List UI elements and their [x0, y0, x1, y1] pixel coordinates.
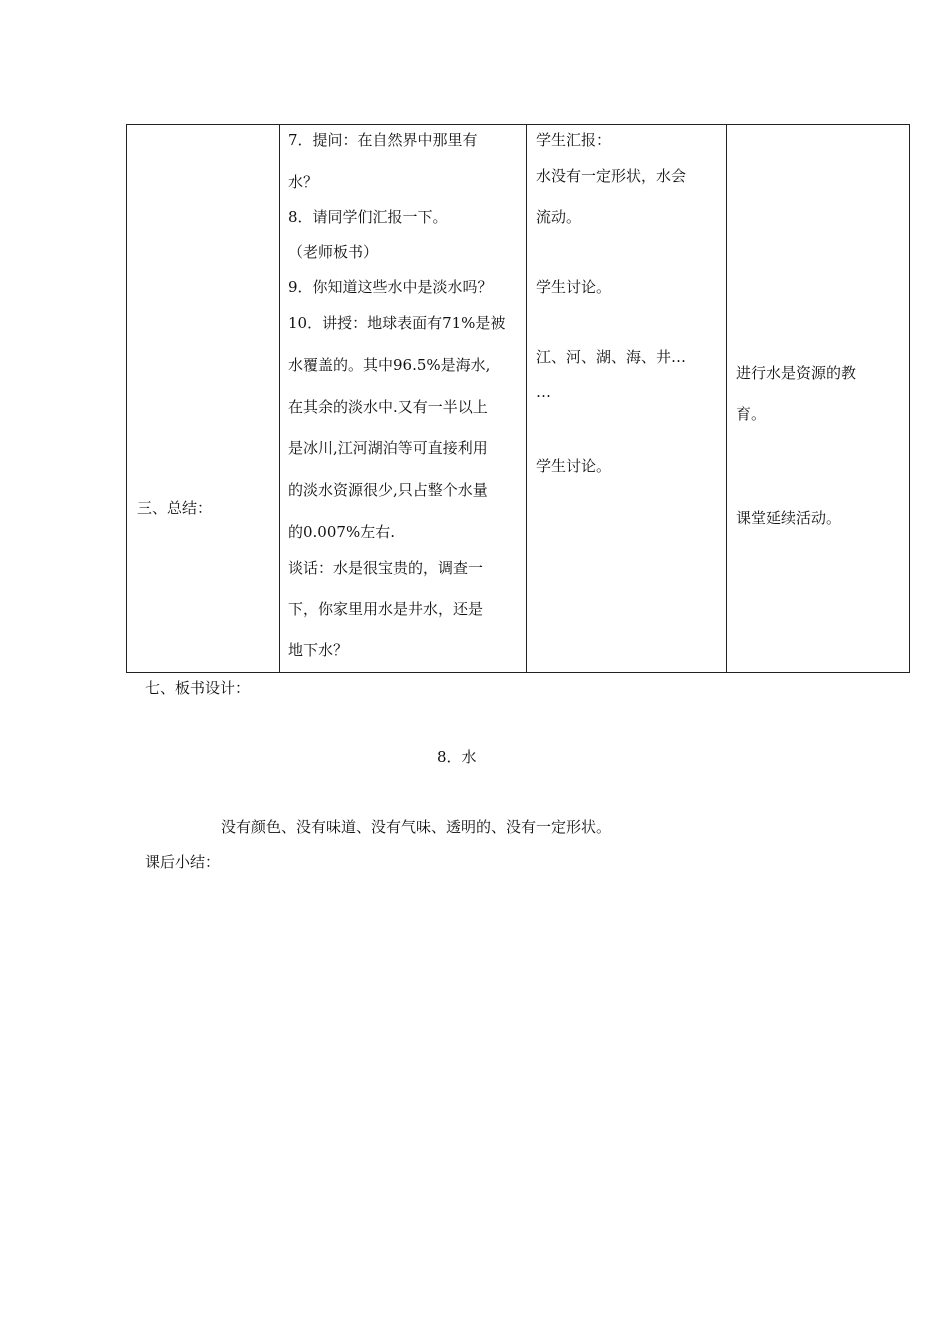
- column-divider: [279, 125, 280, 672]
- student-line: 水没有一定形状，水会: [536, 167, 687, 185]
- teacher-line: 8．请同学们汇报一下。: [288, 208, 448, 226]
- teacher-line: 谈话：水是很宝贵的，调查一: [288, 559, 484, 577]
- teacher-line: 水覆盖的。其中96.5%是海水,: [288, 356, 491, 374]
- teacher-line: 的0.007%左右.: [288, 523, 395, 541]
- purpose-line: 课堂延续活动。: [736, 509, 842, 527]
- student-line: 学生讨论。: [536, 457, 612, 475]
- teacher-line: 地下水？: [288, 641, 349, 659]
- lesson-table: [126, 124, 910, 673]
- column-divider: [726, 125, 727, 672]
- teacher-line: 9．你知道这些水中是淡水吗？: [288, 278, 493, 296]
- teacher-line: 在其余的淡水中.又有一半以上: [288, 398, 488, 416]
- teacher-line: 是冰川,江河湖泊等可直接利用: [288, 439, 488, 457]
- teacher-line: 10．讲授：地球表面有71%是被: [288, 314, 506, 332]
- teacher-line: 水？: [288, 173, 319, 191]
- after-class-summary: 课后小结：: [145, 853, 221, 871]
- purpose-line: 育。: [736, 405, 767, 423]
- purpose-line: 进行水是资源的教: [736, 364, 857, 382]
- teacher-line: （老师板书）: [288, 243, 379, 261]
- teacher-line: 下，你家里用水是井水，还是: [288, 600, 484, 618]
- student-line: 学生讨论。: [536, 278, 612, 296]
- board-summary: 没有颜色、没有味道、没有气味、透明的、没有一定形状。: [221, 818, 612, 836]
- section-label: 三、总结：: [137, 499, 213, 517]
- student-line: …: [536, 383, 551, 401]
- board-design-heading: 七、板书设计：: [145, 679, 251, 697]
- board-title: 8．水: [437, 748, 477, 766]
- teacher-line: 的淡水资源很少,只占整个水量: [288, 481, 488, 499]
- column-divider: [526, 125, 527, 672]
- student-line: 江、河、湖、海、井…: [536, 348, 687, 366]
- student-line: 学生汇报：: [536, 131, 612, 149]
- student-line: 流动。: [536, 208, 582, 226]
- teacher-line: 7．提问：在自然界中那里有: [288, 131, 478, 149]
